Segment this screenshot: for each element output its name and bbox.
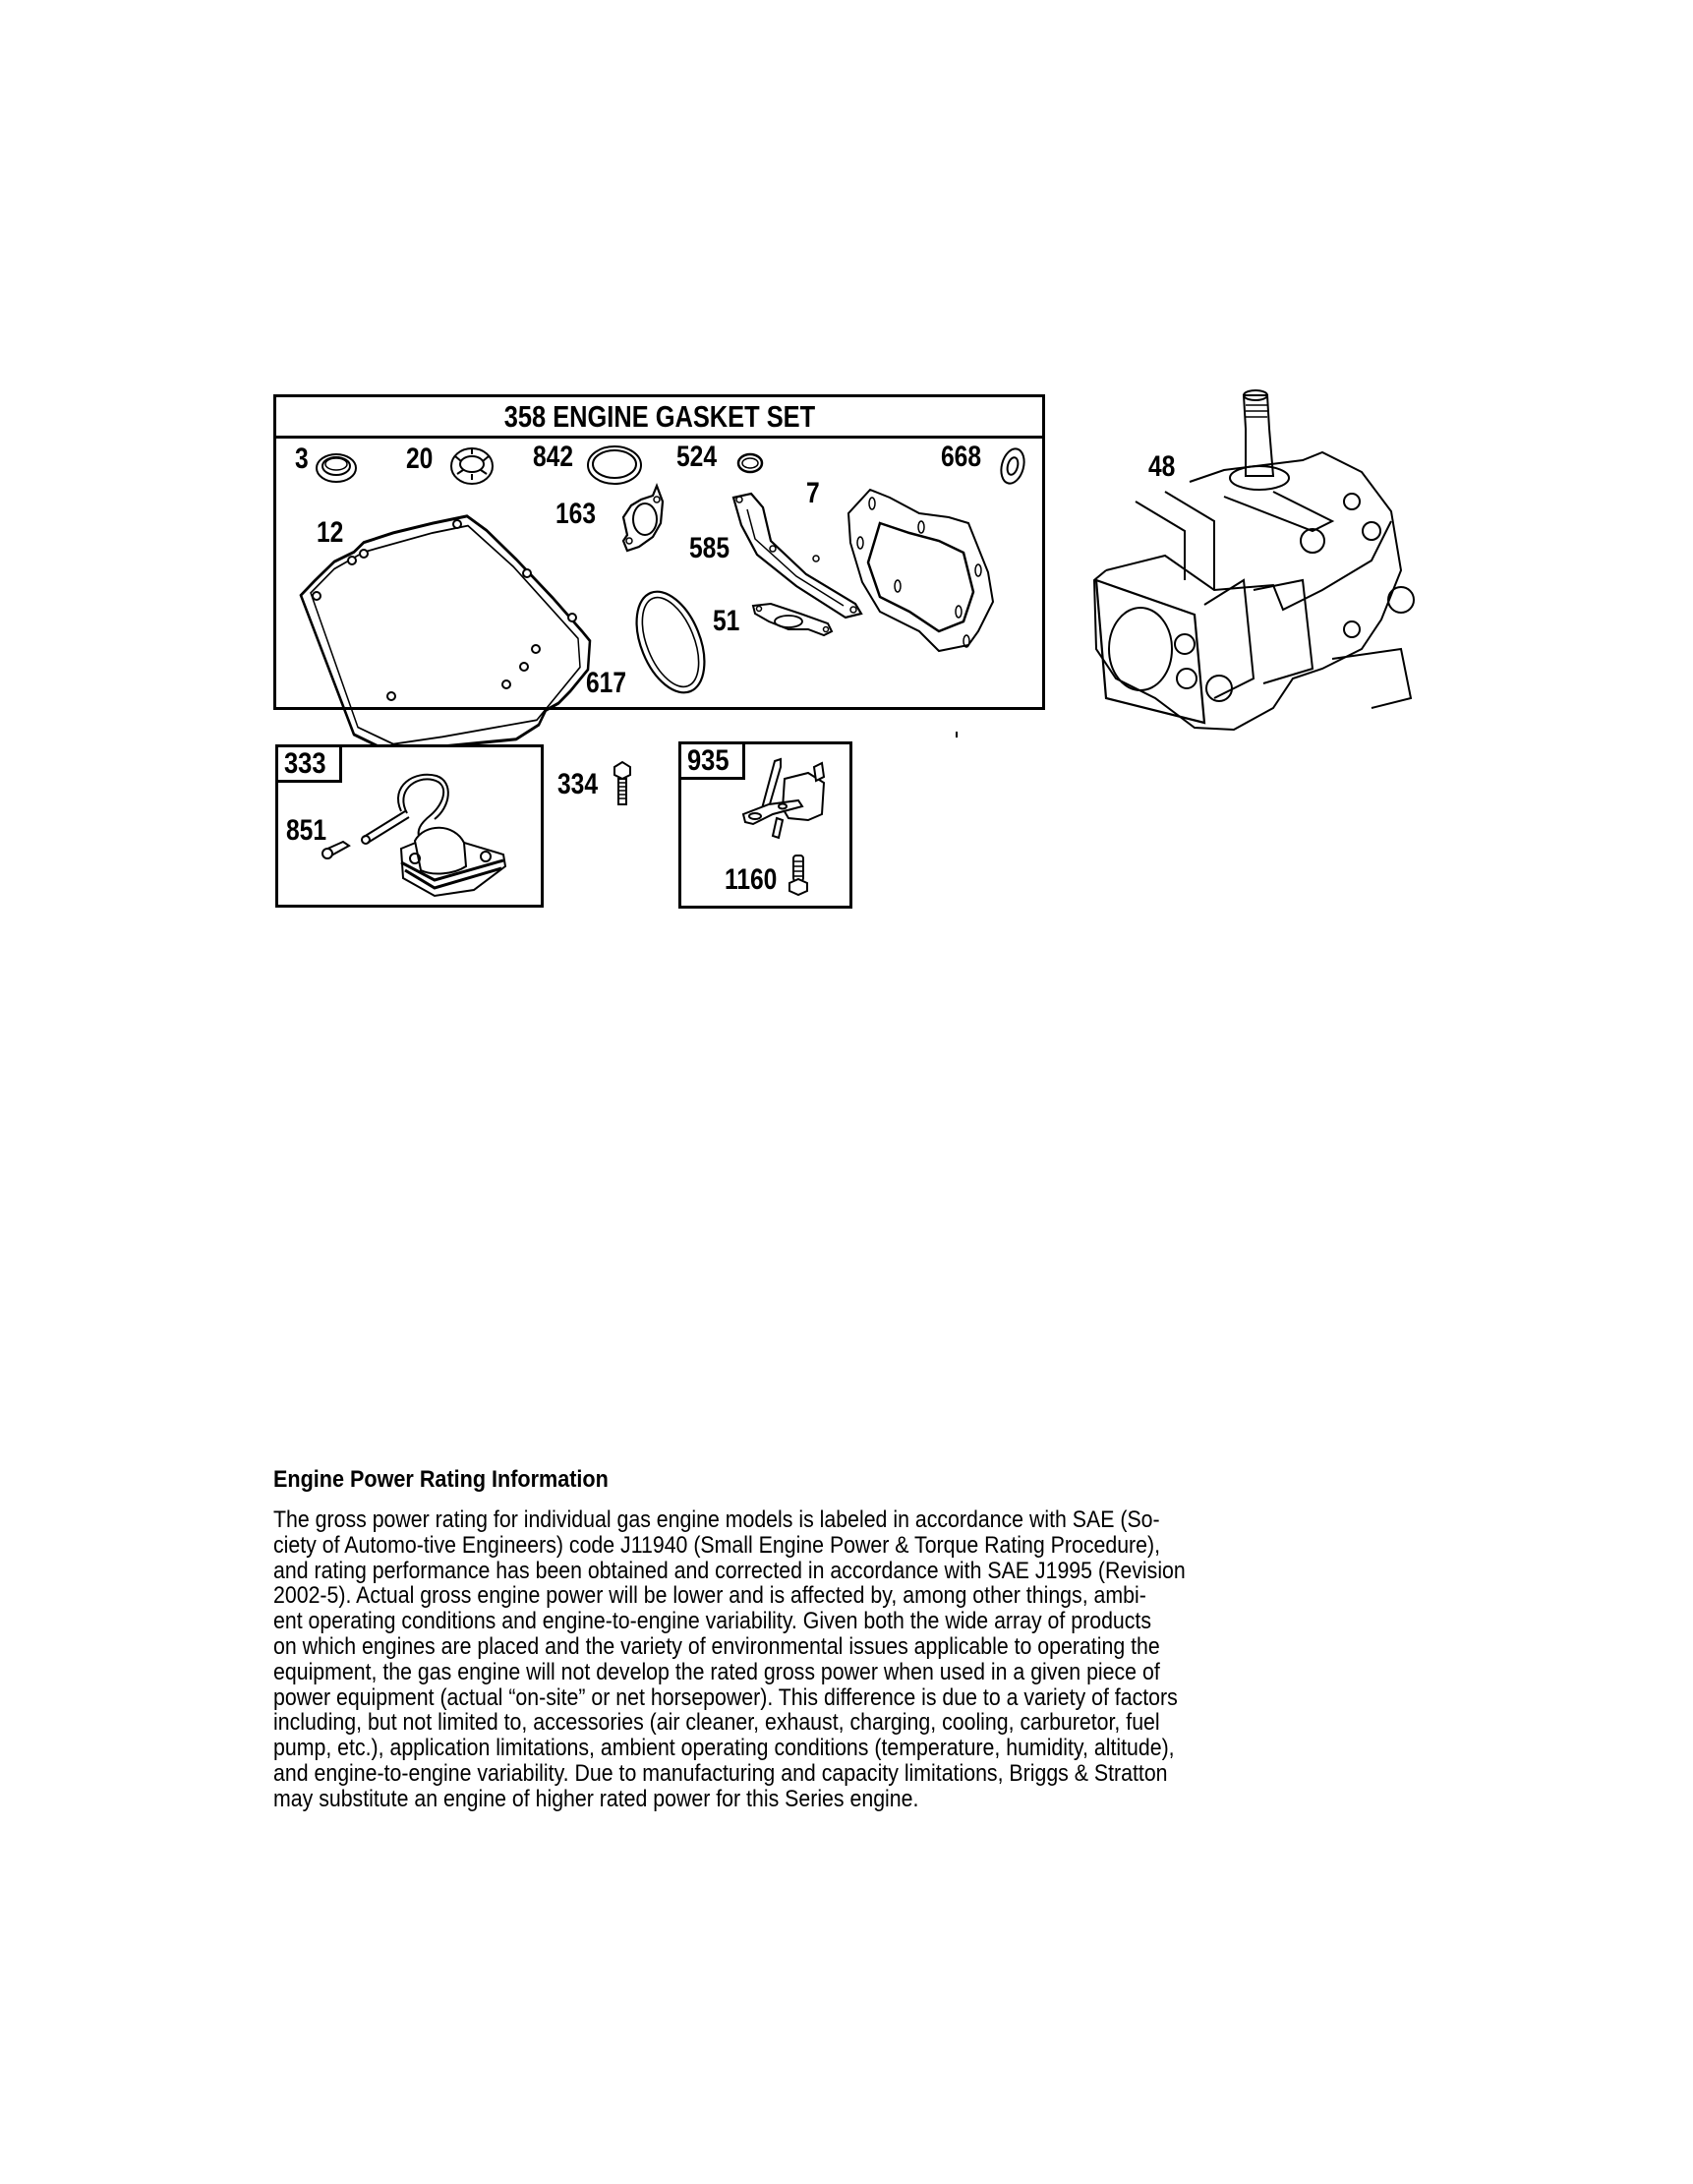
callout-51: 51 [713,605,740,637]
washer-668-icon [998,444,1027,488]
armature-screw-851-icon [320,836,355,867]
gasket-set-title-bar [276,397,1042,439]
callout-48: 48 [1148,450,1176,483]
body-line: ciety of Automo-tive Engineers) code J11940 (Small Engine Power & Torque Rating Procedure), [273,1531,1161,1559]
bracket-kit-tag-label: 935 [687,744,730,777]
body-line: and engine-to-engine variability. Due to manufacturing and capacity limitations, Briggs & Stratton [273,1759,1168,1787]
screw-1160-icon [787,854,810,897]
oil-seal-3-icon [313,447,362,487]
callout-585: 585 [689,532,730,564]
body-line: equipment, the gas engine will not develop the rated gross power when used in a given piece of [273,1658,1160,1685]
callout-12: 12 [317,516,344,549]
engine-power-rating-section [273,1466,1424,1812]
callout-524: 524 [676,441,718,473]
ignition-kit-tag-label: 333 [284,747,326,780]
callout-668: 668 [941,441,982,473]
callout-20: 20 [406,443,434,475]
body-line: The gross power rating for individual gas engine models is labeled in accordance with SAE (So- [273,1506,1160,1533]
body-line: ent operating conditions and engine-to-engine variability. Given both the wide array of products [273,1608,1152,1635]
body-line: 2002-5). Actual gross engine power will be lower and is affected by, among other things, ambi- [273,1582,1146,1610]
ignition-armature-333-icon [356,772,523,900]
body-line: and rating performance has been obtained and corrected in accordance with SAE J1995 (Revision [273,1557,1186,1584]
crankcase-gasket-12-icon [295,568,619,706]
body-line: including, but not limited to, accessories (air cleaner, exhaust, charging, cooling, carburetor, fuel [273,1709,1160,1737]
body-line: power equipment (actual “on-site” or net horsepower). This difference is due to a variety of factors [273,1683,1178,1711]
bolt-334-icon [612,761,633,808]
gasket-set-title: 358 ENGINE GASKET SET [503,398,815,434]
callout-163: 163 [555,498,597,530]
callout-617: 617 [586,667,627,699]
engine-crankcase-48-icon [1077,384,1435,738]
callout-1160: 1160 [725,863,778,896]
o-ring-524-icon [735,450,765,476]
gasket-51-icon [749,600,838,639]
section-body [273,1507,1424,1812]
body-line: may substitute an engine of higher rated power for this Series engine. [273,1785,919,1812]
bracket-kit-tag [681,744,745,780]
o-ring-617-icon [629,586,713,699]
callout-3: 3 [295,443,309,475]
callout-851: 851 [286,814,327,847]
body-line: on which engines are placed and the variety of environmental issues applicable to operating the [273,1632,1160,1660]
gasket-163-icon [617,482,671,553]
callout-334: 334 [557,768,599,800]
oil-seal-20-icon [447,443,496,488]
control-bracket-935-icon [739,755,838,844]
section-heading: Engine Power Rating Information [273,1466,609,1493]
body-line: pump, etc.), application limitations, ambient operating conditions (temperature, humidity, altitude), [273,1735,1175,1762]
cylinder-head-gasket-7-icon [841,484,1003,656]
callout-7: 7 [806,477,820,509]
ignition-kit-tag [278,747,342,783]
callout-842: 842 [533,441,574,473]
scan-speck [956,732,958,738]
